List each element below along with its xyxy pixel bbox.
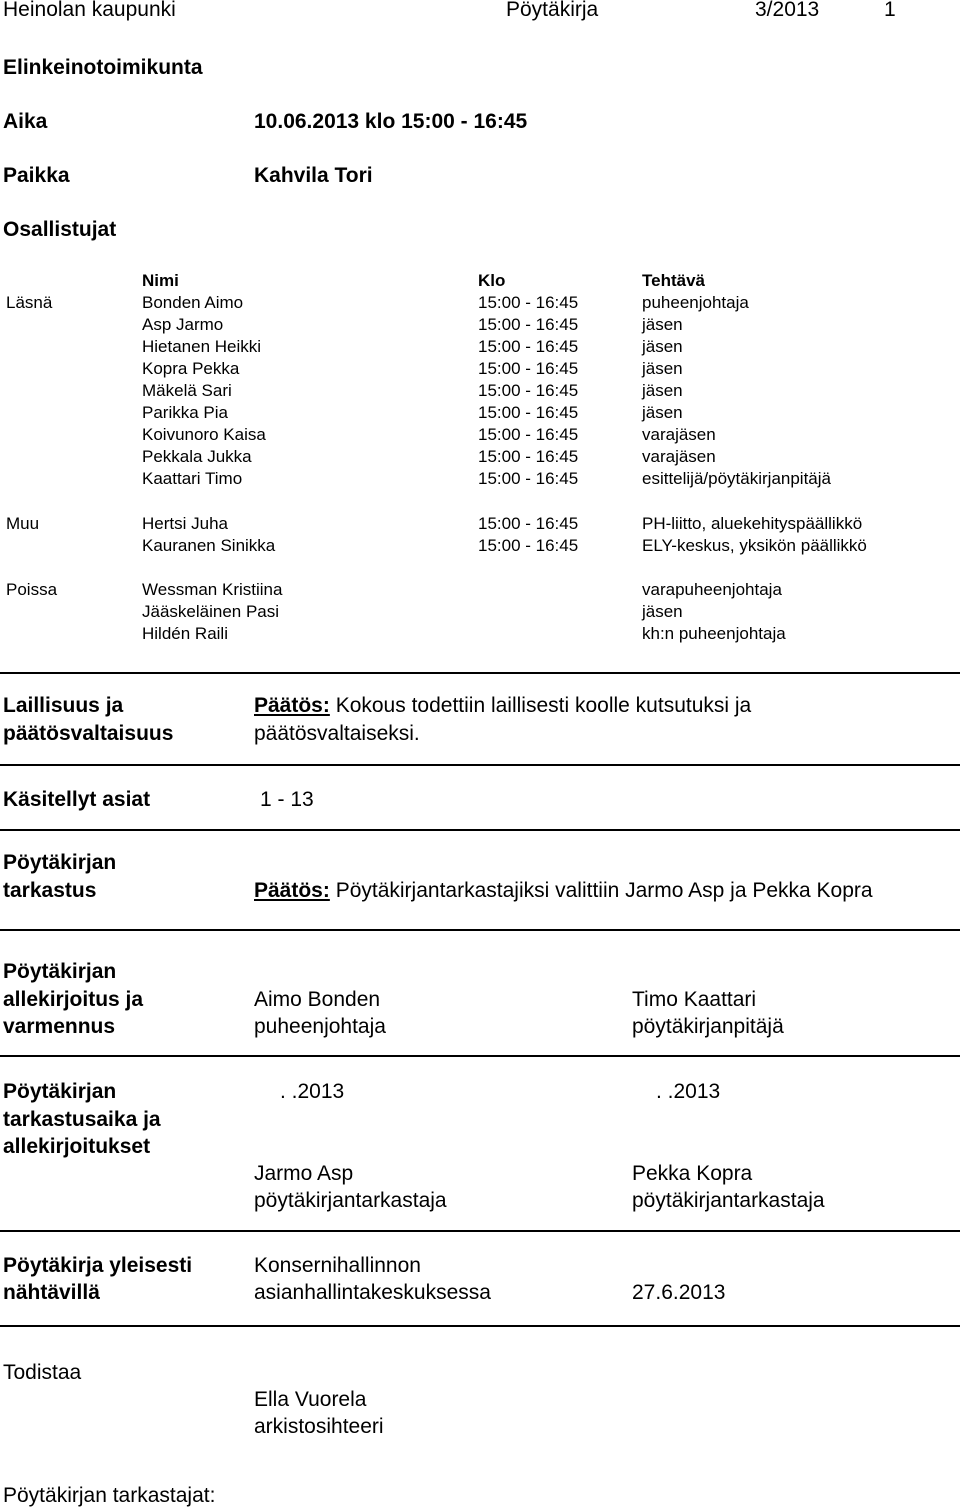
participant-role: jäsen: [642, 315, 683, 334]
participant-name: Jääskeläinen Pasi: [142, 602, 280, 621]
participants-header-row: [0, 270, 960, 292]
checker-1-name: Jarmo Asp: [254, 1162, 354, 1185]
participant-role: ELY-keskus, yksikön päällikkö: [642, 536, 867, 555]
participant-name: Kauranen Sinikka: [142, 536, 276, 555]
participant-name: Hildén Raili: [142, 624, 228, 643]
header-name: Nimi: [142, 271, 179, 290]
laillisuus-decision-line-2: päätösvaltaiseksi.: [254, 722, 420, 745]
participant-group-label: Muu: [6, 514, 40, 533]
participant-role: jäsen: [642, 359, 683, 378]
todistaa-name: Ella Vuorela: [254, 1388, 367, 1411]
nahtavilla-date: 27.6.2013: [632, 1281, 726, 1304]
participant-row: [0, 535, 960, 557]
decision-prefix: Päätös:: [254, 694, 330, 717]
signer-1-role: puheenjohtaja: [254, 1015, 386, 1038]
check-date-2: . .2013: [656, 1080, 721, 1103]
participant-row: [0, 513, 960, 535]
decision-text: Kokous todettiin laillisesti koolle kutsutuksi ja: [329, 694, 752, 717]
allekirjoitus-label-2: allekirjoitus ja: [3, 988, 144, 1011]
participant-role: puheenjohtaja: [642, 293, 749, 312]
participant-time: 15:00 - 16:45: [478, 315, 579, 334]
participant-role: kh:n puheenjohtaja: [642, 624, 786, 643]
signer-2-name: Timo Kaattari: [632, 988, 757, 1011]
laillisuus-label-1: Laillisuus ja: [3, 694, 124, 717]
participant-name: Kopra Pekka: [142, 359, 240, 378]
allekirjoitus-label-3: varmennus: [3, 1015, 116, 1038]
committee-name: Elinkeinotoimikunta: [3, 56, 203, 79]
participant-row: [0, 446, 960, 468]
participant-name: Parikka Pia: [142, 403, 228, 422]
tarkastusaika-label-1: Pöytäkirjan: [3, 1080, 117, 1103]
aika-label: Aika: [3, 110, 48, 133]
participant-role: jäsen: [642, 602, 683, 621]
participant-row: [0, 314, 960, 336]
participant-name: Pekkala Jukka: [142, 447, 252, 466]
participant-row: [0, 358, 960, 380]
checker-2-role: pöytäkirjantarkastaja: [632, 1189, 825, 1212]
decision-text: Pöytäkirjantarkastajiksi valittiin Jarmo Asp ja Pekka Kopra: [329, 879, 873, 902]
participant-time: 15:00 - 16:45: [478, 447, 579, 466]
allekirjoitus-label-1: Pöytäkirjan: [3, 960, 117, 983]
participant-time: 15:00 - 16:45: [478, 359, 579, 378]
document-number: 3/2013: [755, 0, 820, 21]
divider: [0, 829, 960, 831]
checker-2-name: Pekka Kopra: [632, 1162, 753, 1185]
check-date-1: . .2013: [280, 1080, 345, 1103]
divider: [0, 929, 960, 931]
checker-1-role: pöytäkirjantarkastaja: [254, 1189, 447, 1212]
kasitellyt-label: Käsitellyt asiat: [3, 788, 151, 811]
header-role: Tehtävä: [642, 271, 705, 290]
kasitellyt-value: 1 - 13: [260, 788, 314, 811]
divider: [0, 764, 960, 766]
participant-name: Kaattari Timo: [142, 469, 243, 488]
participant-time: 15:00 - 16:45: [478, 514, 579, 533]
participant-name: Wessman Kristiina: [142, 580, 283, 599]
participant-time: 15:00 - 16:45: [478, 403, 579, 422]
divider: [0, 1325, 960, 1327]
participant-role: varajäsen: [642, 447, 716, 466]
signer-2-role: pöytäkirjanpitäjä: [632, 1015, 784, 1038]
participant-role: varapuheenjohtaja: [642, 580, 782, 599]
participant-name: Mäkelä Sari: [142, 381, 232, 400]
nahtavilla-label-1: Pöytäkirja yleisesti: [3, 1254, 193, 1277]
participant-time: 15:00 - 16:45: [478, 293, 579, 312]
participant-role: PH-liitto, aluekehityspäällikkö: [642, 514, 863, 533]
participant-row: [0, 468, 960, 490]
participant-row: [0, 292, 960, 314]
header-time: Klo: [478, 271, 506, 290]
participant-role: jäsen: [642, 337, 683, 356]
nahtavilla-place-1: Konsernihallinnon: [254, 1254, 421, 1277]
participant-name: Bonden Aimo: [142, 293, 244, 312]
participant-name: Hertsi Juha: [142, 514, 228, 533]
participant-group-label: Poissa: [6, 580, 58, 599]
participant-row: [0, 380, 960, 402]
osallistujat-label: Osallistujat: [3, 218, 117, 241]
nahtavilla-label-2: nähtävillä: [3, 1281, 100, 1304]
laillisuus-label-2: päätösvaltaisuus: [3, 722, 174, 745]
signer-1-name: Aimo Bonden: [254, 988, 381, 1011]
participant-role: jäsen: [642, 403, 683, 422]
participant-time: 15:00 - 16:45: [478, 425, 579, 444]
participant-time: 15:00 - 16:45: [478, 536, 579, 555]
participant-name: Hietanen Heikki: [142, 337, 262, 356]
laillisuus-decision-line-1: [254, 692, 751, 719]
footer-label: Pöytäkirjan tarkastajat:: [3, 1484, 216, 1507]
paikka-label: Paikka: [3, 164, 70, 187]
tarkastus-label-1: Pöytäkirjan: [3, 851, 117, 874]
participant-name: Asp Jarmo: [142, 315, 224, 334]
participant-row: [0, 336, 960, 358]
document-type: Pöytäkirja: [506, 0, 599, 21]
todistaa-role: arkistosihteeri: [254, 1415, 384, 1438]
participant-time: 15:00 - 16:45: [478, 337, 579, 356]
tarkastus-decision: [254, 877, 873, 904]
participant-time: 15:00 - 16:45: [478, 381, 579, 400]
nahtavilla-place-2: asianhallintakeskuksessa: [254, 1281, 491, 1304]
participant-row: [0, 579, 960, 601]
divider: [0, 1055, 960, 1057]
participant-role: esittelijä/pöytäkirjanpitäjä: [642, 469, 831, 488]
tarkastusaika-label-3: allekirjoitukset: [3, 1135, 151, 1158]
aika-value: 10.06.2013 klo 15:00 - 16:45: [254, 110, 528, 133]
participant-row: [0, 601, 960, 623]
page-number: 1: [884, 0, 896, 21]
paikka-value: Kahvila Tori: [254, 164, 373, 187]
todistaa-label: Todistaa: [3, 1361, 82, 1384]
participant-role: jäsen: [642, 381, 683, 400]
participant-name: Koivunoro Kaisa: [142, 425, 266, 444]
tarkastus-label-2: tarkastus: [3, 879, 97, 902]
divider: [0, 672, 960, 674]
organization-name: Heinolan kaupunki: [3, 0, 176, 21]
divider: [0, 1230, 960, 1232]
participant-group-label: Läsnä: [6, 293, 53, 312]
tarkastusaika-label-2: tarkastusaika ja: [3, 1108, 161, 1131]
participant-row: [0, 424, 960, 446]
participant-role: varajäsen: [642, 425, 716, 444]
participant-time: 15:00 - 16:45: [478, 469, 579, 488]
decision-prefix: Päätös:: [254, 879, 330, 902]
participant-row: [0, 623, 960, 645]
participant-row: [0, 402, 960, 424]
